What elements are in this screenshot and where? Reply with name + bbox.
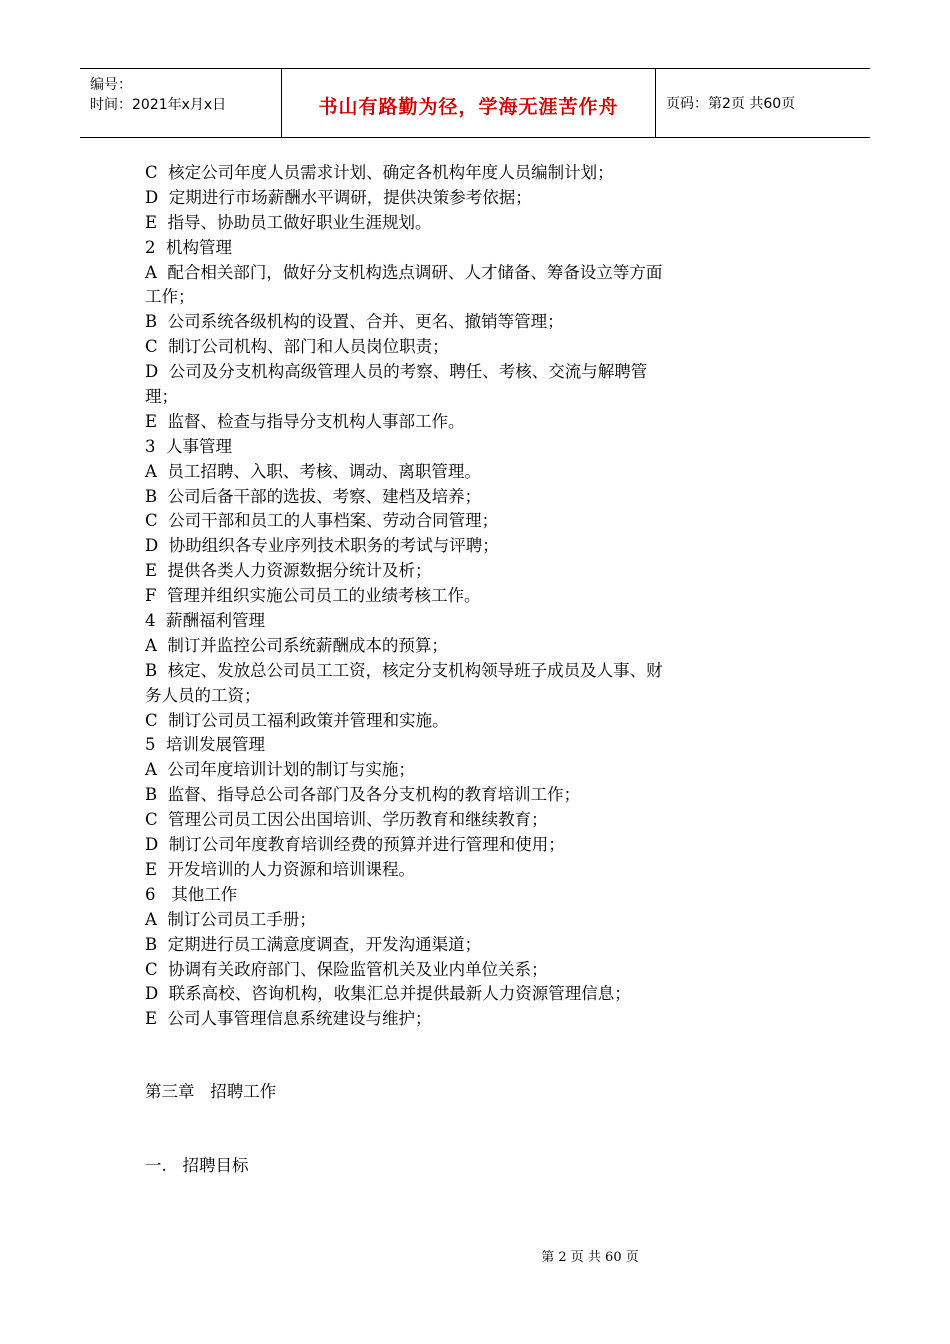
- text-line: B 核定、发放总公司员工工资，核定分支机构领导班子成员及人事、财: [145, 660, 663, 680]
- text-line: D 协助组织各专业序列技术职务的考试与评聘；: [145, 536, 499, 556]
- text-line: 务人员的工资；: [145, 685, 261, 705]
- text-line: A 公司年度培训计划的制订与实施；: [145, 760, 415, 780]
- section-heading: 6 其他工作: [145, 884, 238, 904]
- text-line: C 协调有关政府部门、保险监管机关及业内单位关系；: [145, 959, 548, 979]
- section-title: 一. 招聘目标: [145, 1156, 249, 1175]
- document-number-label: 编号：: [90, 77, 132, 93]
- document-time-label: 时间：2021年x月x日: [90, 97, 227, 113]
- text-line: D 联系高校、咨询机构，收集汇总并提供最新人力资源管理信息；: [145, 984, 631, 1004]
- text-line: C 公司干部和员工的人事档案、劳动合同管理；: [145, 511, 499, 531]
- text-line: 理；: [145, 387, 178, 407]
- text-line: A 员工招聘、入职、考核、调动、离职管理。: [145, 461, 481, 481]
- section-heading: 5 培训发展管理: [145, 735, 265, 755]
- text-line: D 公司及分支机构高级管理人员的考察、聘任、考核、交流与解聘管: [145, 362, 648, 382]
- text-line: D 制订公司年度教育培训经费的预算并进行管理和使用；: [145, 835, 565, 855]
- section-heading: 4 薪酬福利管理: [145, 611, 265, 631]
- text-line: B 监督、指导总公司各部门及各分支机构的教育培训工作；: [145, 785, 581, 805]
- text-line: E 提供各类人力资源数据分统计及析；: [145, 561, 432, 581]
- text-line: A 制订公司员工手册；: [145, 909, 316, 929]
- text-line: D 定期进行市场薪酬水平调研，提供决策参考依据；: [145, 187, 532, 207]
- text-line: E 公司人事管理信息系统建设与维护；: [145, 1009, 432, 1029]
- text-line: A 制订并监控公司系统薪酬成本的预算；: [145, 635, 448, 655]
- header-motto: 书山有路勤为径，学海无涯苦作舟: [282, 69, 656, 137]
- text-line: C 制订公司员工福利政策并管理和实施。: [145, 710, 449, 730]
- text-line: B 公司后备干部的选拔、考察、建档及培养；: [145, 486, 482, 506]
- document-header: [80, 68, 870, 138]
- text-line: C 制订公司机构、部门和人员岗位职责；: [145, 337, 449, 357]
- section-heading: 3 人事管理: [145, 436, 232, 456]
- text-line: E 监督、检查与指导分支机构人事部工作。: [145, 411, 465, 431]
- text-line: A 配合相关部门，做好分支机构选点调研、人才储备、筹备设立等方面: [145, 262, 663, 282]
- chapter-title: 第三章 招聘工作: [145, 1082, 277, 1101]
- text-line: 工作；: [145, 287, 195, 307]
- header-page-info: 页码：第2页 共60页: [666, 96, 796, 112]
- section-heading: 2 机构管理: [145, 237, 232, 257]
- text-line: C 管理公司员工因公出国培训、学历教育和继续教育；: [145, 810, 548, 830]
- page-footer: 第 2 页 共 60 页: [541, 1250, 639, 1265]
- body-text: [145, 161, 765, 1032]
- text-line: B 公司系统各级机构的设置、合并、更名、撤销等管理；: [145, 312, 564, 332]
- text-line: B 定期进行员工满意度调查，开发沟通渠道；: [145, 934, 482, 954]
- text-line: E 开发培训的人力资源和培训课程。: [145, 859, 416, 879]
- text-line: F 管理并组织实施公司员工的业绩考核工作。: [145, 586, 481, 606]
- header-meta-cell: [80, 69, 282, 137]
- text-line: E 指导、协助员工做好职业生涯规划。: [145, 212, 432, 232]
- text-line: C 核定公司年度人员需求计划、确定各机构年度人员编制计划；: [145, 163, 614, 182]
